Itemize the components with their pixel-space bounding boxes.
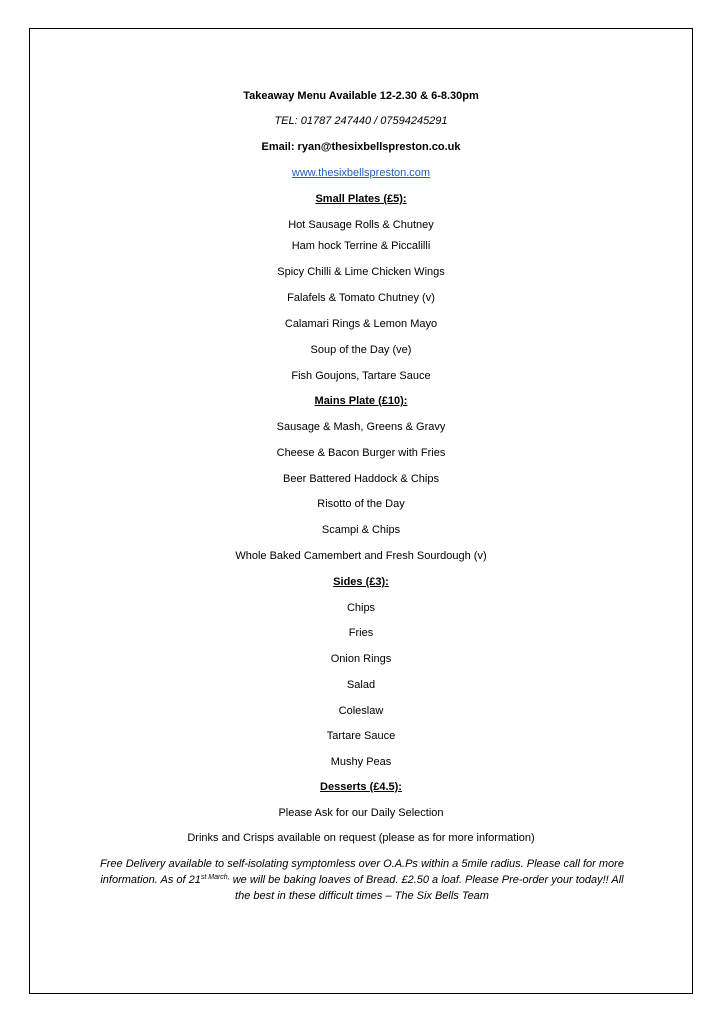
menu-item: Soup of the Day (ve)	[310, 344, 412, 356]
menu-item: Salad	[346, 679, 376, 691]
menu-item: Sausage & Mash, Greens & Gravy	[276, 421, 446, 433]
website-link[interactable]: www.thesixbellspreston.com	[291, 167, 431, 179]
menu-item: Coleslaw	[338, 705, 384, 717]
menu-item: Chips	[346, 602, 376, 614]
drinks-note: Drinks and Crisps available on request (please as for more information)	[187, 832, 535, 844]
date-superscript: st March,	[200, 874, 230, 881]
delivery-note-line-2-start: information. As of 21	[100, 874, 201, 886]
delivery-note-line-2	[60, 872, 664, 888]
telephone-line: TEL: 01787 247440 / 07594245291	[274, 115, 448, 127]
menu-item: Whole Baked Camembert and Fresh Sourdough (v)	[235, 550, 487, 562]
small-plates-heading: Small Plates (£5):	[315, 193, 407, 205]
menu-item: Calamari Rings & Lemon Mayo	[284, 318, 438, 330]
menu-item: Ham hock Terrine & Piccalilli	[291, 240, 431, 252]
delivery-note-line-1: Free Delivery available to self-isolating symptomless over O.A.Ps within a 5mile radius. Please call for more	[100, 858, 624, 870]
sides-heading: Sides (£3):	[333, 576, 389, 588]
website-line	[29, 166, 693, 180]
menu-item: Fries	[348, 627, 374, 639]
menu-item: Tartare Sauce	[326, 730, 396, 742]
menu-item: Mushy Peas	[330, 756, 392, 768]
mains-heading: Mains Plate (£10):	[314, 395, 408, 407]
menu-item: Please Ask for our Daily Selection	[278, 807, 444, 819]
menu-item: Scampi & Chips	[321, 524, 401, 536]
menu-item: Risotto of the Day	[317, 498, 405, 510]
menu-item: Beer Battered Haddock & Chips	[283, 473, 439, 485]
delivery-note-line-3: the best in these difficult times – The Six Bells Team	[235, 890, 489, 902]
delivery-note	[60, 856, 664, 904]
menu-item: Spicy Chilli & Lime Chicken Wings	[277, 266, 445, 278]
menu-item: Fish Goujons, Tartare Sauce	[291, 370, 431, 382]
menu-item: Cheese & Bacon Burger with Fries	[276, 447, 446, 459]
email-line: Email: ryan@thesixbellspreston.co.uk	[261, 141, 461, 153]
menu-item: Falafels & Tomato Chutney (v)	[287, 292, 435, 304]
menu-title: Takeaway Menu Available 12-2.30 & 6-8.30pm	[243, 90, 479, 102]
delivery-note-line-2-end: we will be baking loaves of Bread. £2.50 a loaf. Please Pre-order your today!! All	[229, 874, 624, 886]
desserts-heading: Desserts (£4.5):	[320, 781, 402, 793]
menu-item: Hot Sausage Rolls & Chutney	[288, 219, 434, 231]
menu-item: Onion Rings	[330, 653, 392, 665]
